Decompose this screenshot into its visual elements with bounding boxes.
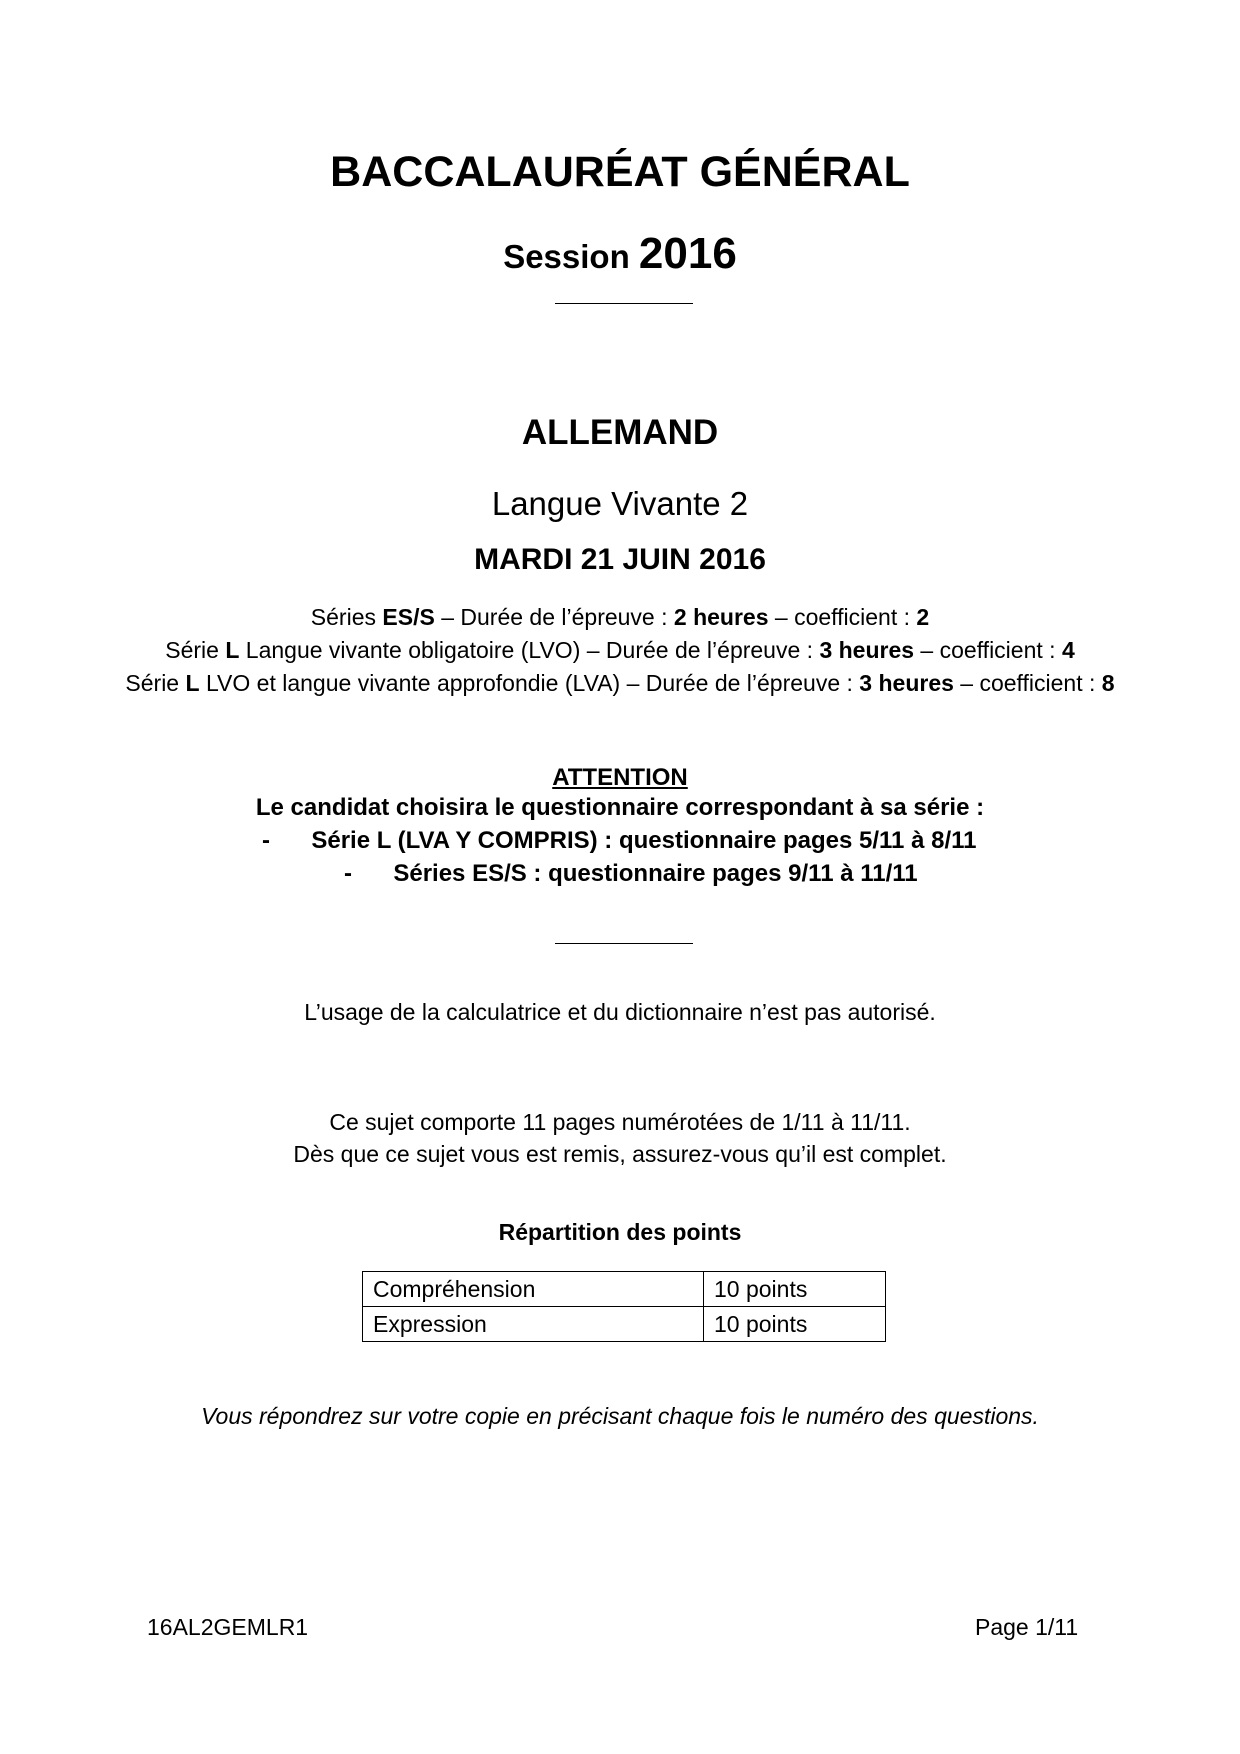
final-instruction: Vous répondrez sur votre copie en précisant chaque fois le numéro des questions. — [201, 1403, 1039, 1429]
subject-name: ALLEMAND — [521, 413, 719, 452]
page-count-notice: Ce sujet comporte 11 pages numérotées de 1/11 à 11/11. — [329, 1109, 911, 1135]
series-line-es-s: Séries ES/S – Durée de l’épreuve : 2 heures – coefficient : 2 — [310, 604, 930, 630]
divider — [555, 943, 693, 944]
series-line-l-lva: Série L LVO et langue vivante approfondie (LVA) – Durée de l’épreuve : 3 heures – coefficient : 8 — [125, 670, 1115, 696]
table-row — [363, 1272, 886, 1307]
footer-code: 16AL2GEMLR1 — [147, 1614, 309, 1640]
exam-date: MARDI 21 JUIN 2016 — [474, 543, 766, 576]
series-line-l-lvo: Série L Langue vivante obligatoire (LVO) – Durée de l’épreuve : 3 heures – coefficient : 4 — [165, 637, 1075, 663]
table-cell-label: Compréhension — [363, 1272, 704, 1307]
language-level: Langue Vivante 2 — [491, 485, 749, 522]
divider — [555, 303, 693, 304]
attention-item-series-es-s: - Séries ES/S : questionnaire pages 9/11 à 11/11 — [344, 860, 918, 887]
points-table — [362, 1271, 886, 1342]
attention-item-serie-l: - Série L (LVA Y COMPRIS) : questionnaire pages 5/11 à 8/11 — [262, 827, 977, 854]
calculator-notice: L’usage de la calculatrice et du dictionnaire n’est pas autorisé. — [304, 999, 936, 1025]
list-bullet: - — [262, 827, 270, 854]
document-title: BACCALAURÉAT GÉNÉRAL — [330, 148, 910, 196]
attention-intro: Le candidat choisira le questionnaire correspondant à sa série : — [255, 794, 985, 821]
points-table-title: Répartition des points — [498, 1219, 742, 1245]
list-bullet: - — [344, 860, 352, 887]
table-cell-value: 10 points — [704, 1272, 886, 1307]
session-label: Session — [503, 238, 630, 275]
session-line — [0, 228, 1240, 283]
table-cell-value: 10 points — [704, 1307, 886, 1342]
table-row — [363, 1307, 886, 1342]
table-cell-label: Expression — [363, 1307, 704, 1342]
attention-title: ATTENTION — [552, 764, 688, 791]
session-year: 2016 — [638, 229, 737, 278]
footer-page-number: Page 1/11 — [975, 1614, 1079, 1640]
completeness-notice: Dès que ce sujet vous est remis, assurez-vous qu’il est complet. — [293, 1141, 947, 1167]
